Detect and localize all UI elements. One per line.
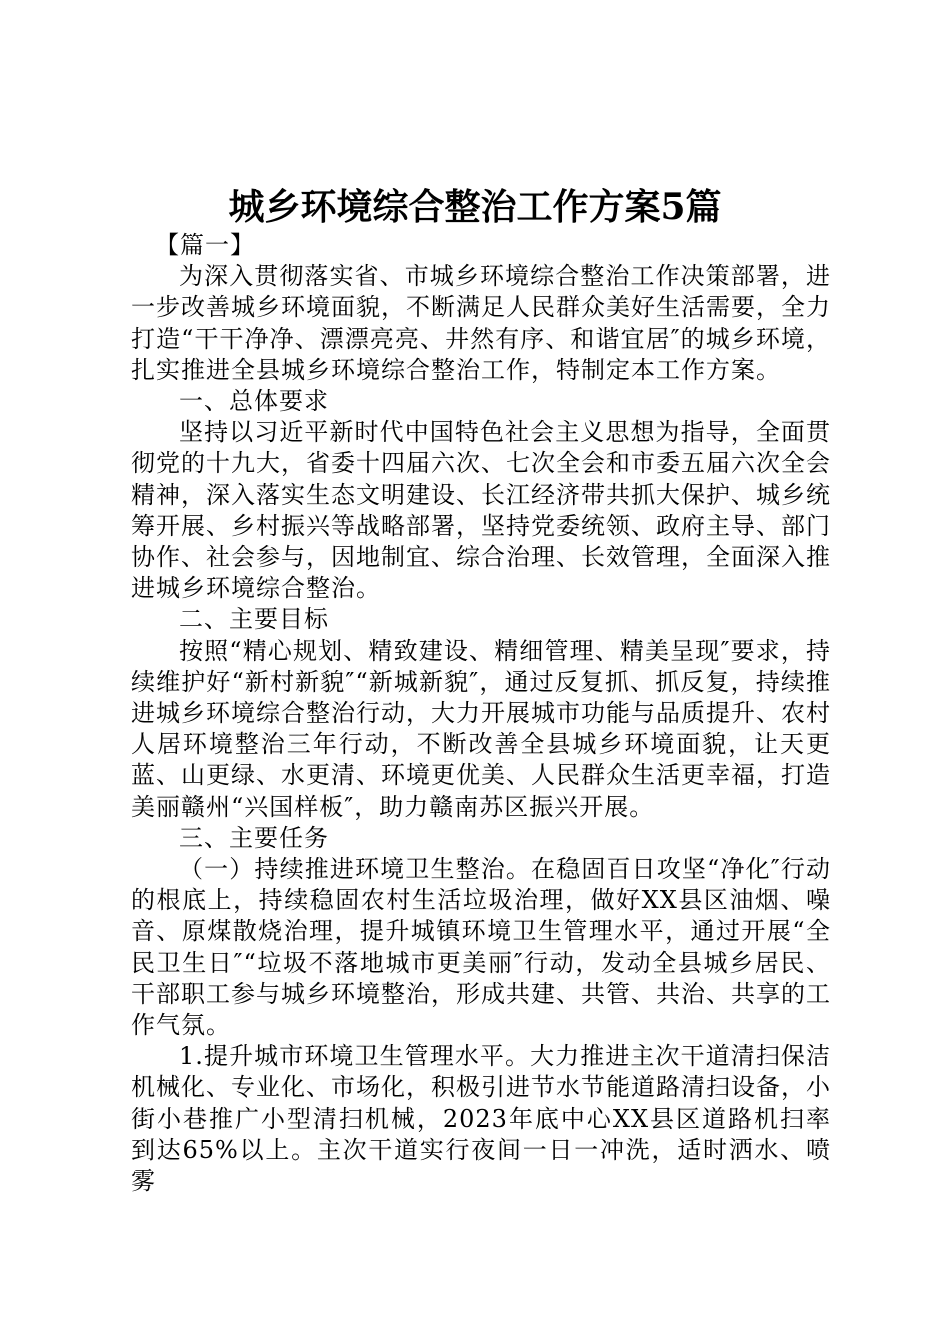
intro-paragraph: 为深入贯彻落实省、市城乡环境综合整治工作决策部署，进一步改善城乡环境面貌，不断满足人民群众美好生活需要，全力打造“干干净净、漂漂亮亮、井然有序、和谐宜居″的城乡环境，扎实推进全县城乡环境综合整治工作，特制定本工作方案。 bbox=[131, 262, 831, 384]
section-label: 【篇一】 bbox=[155, 231, 255, 259]
heading-general-requirements: 一、总体要求 bbox=[179, 387, 329, 416]
document-title: 城乡环境综合整治工作方案5篇 bbox=[228, 186, 722, 228]
heading-main-goals: 二、主要目标 bbox=[179, 605, 329, 634]
general-requirements-paragraph: 坚持以习近平新时代中国特色社会主义思想为指导，全面贯彻党的十九大，省委十四届六次、七次全会和市委五届六次全会精神，深入落实生态文明建设、长江经济带共抓大保护、城乡统筹开展、乡村振兴等战略部署，坚持党委统领、政府主导、部门协作、社会参与，因地制宜、综合治理、长效管理，全面深入推进城乡环境综合整治。 bbox=[131, 418, 831, 603]
main-goals-paragraph: 按照“精心规划、精致建设、精细管理、精美呈现″要求，持续维护好“新村新貌″“新城新貌″，通过反复抓、抓反复，持续推进城乡环境综合整治行动，大力开展城市功能与品质提升、农村人居环境整治三年行动，不断改善全县城乡环境面貌，让天更蓝、山更绿、水更清、环境更优美、人民群众生活更幸福，打造美丽赣州“兴国样板″，助力赣南苏区振兴开展。 bbox=[131, 636, 831, 821]
task-one-item-one-paragraph: 1.提升城市环境卫生管理水平。大力推进主次干道清扫保洁机械化、专业化、市场化，积极引进节水节能道路清扫设备，小街小巷推广小型清扫机械，2023年底中心XX县区道路机扫率到达65%以上。主次干道实行夜间一日一冲洗，适时洒水、喷雾 bbox=[131, 1042, 831, 1196]
task-one-paragraph: （一）持续推进环境卫生整治。在稳固百日攻坚“净化″行动的根底上，持续稳固农村生活垃圾治理，做好XX县区油烟、噪音、原煤散烧治理，提升城镇环境卫生管理水平，通过开展“全民卫生日″“垃圾不落地城市更美丽″行动，发动全县城乡居民、干部职工参与城乡环境整治，形成共建、共管、共治、共享的工作气氛。 bbox=[131, 855, 831, 1040]
heading-main-tasks: 三、主要任务 bbox=[179, 823, 329, 852]
document-body bbox=[131, 230, 831, 1197]
